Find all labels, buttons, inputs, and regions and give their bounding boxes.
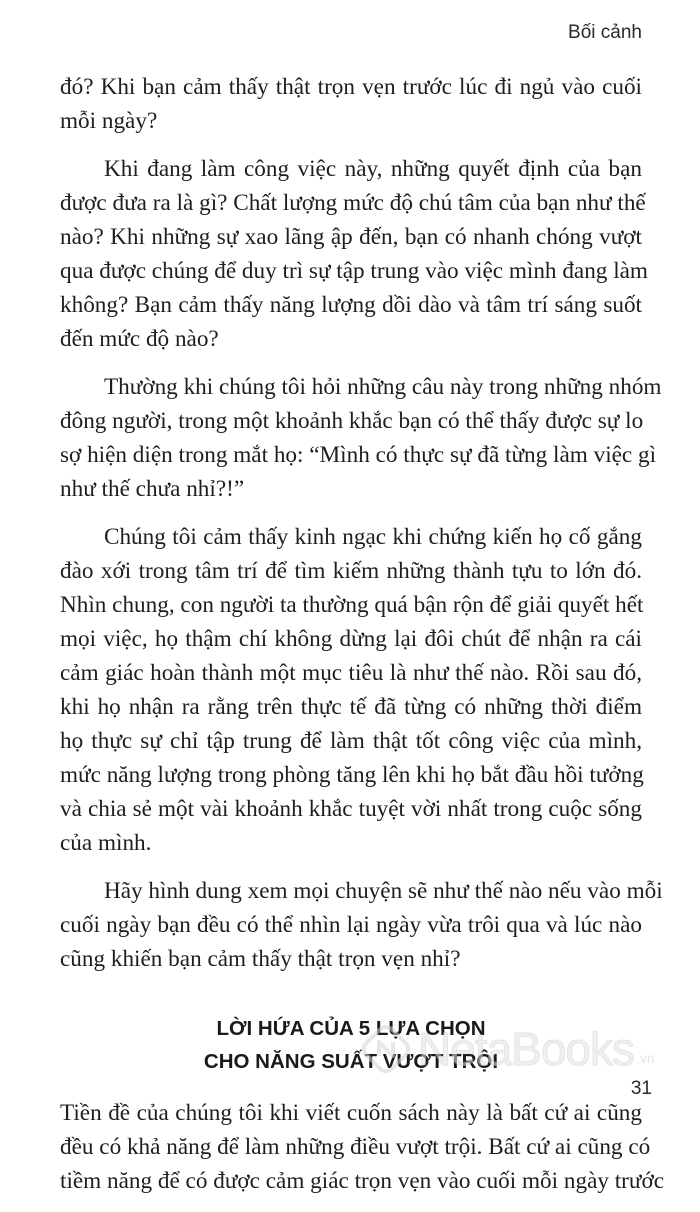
text-line: Thường khi chúng tôi hỏi những câu này trong những nhóm xyxy=(104,374,662,400)
page-number: 31 xyxy=(630,1078,652,1099)
text-line: nào? Khi những sự xao lãng ập đến, bạn có nhanh chóng vượt xyxy=(60,224,642,250)
text-line: Nhìn chung, con người ta thường quá bận rộn để giải quyết hết xyxy=(60,592,644,618)
text-line: Hãy hình dung xem mọi chuyện sẽ như thế nào nếu vào mỗi xyxy=(104,878,663,904)
text-line: mỗi ngày? xyxy=(60,108,158,134)
text-line: khi họ nhận ra rằng trên thực tế đã từng có những thời điểm xyxy=(60,694,642,720)
text-line: mọi việc, họ thậm chí không dừng lại đôi chút để nhận ra cái xyxy=(60,626,642,652)
paragraph-list xyxy=(60,70,663,976)
text-line: qua được chúng để duy trì sự tập trung vào việc mình đang làm xyxy=(60,258,648,284)
text-line: và chia sẻ một vài khoảnh khắc tuyệt vời nhất trong cuộc sống xyxy=(60,796,642,822)
paragraph xyxy=(60,1096,665,1198)
text-line: tiềm năng để có được cảm giác trọn vẹn vào cuối mỗi ngày trước xyxy=(60,1168,665,1194)
section-heading-line-1: LỜI HỨA CỦA 5 LỰA CHỌN xyxy=(216,1017,486,1040)
text-line: được đưa ra là gì? Chất lượng mức độ chú tâm của bạn như thế xyxy=(60,190,646,216)
netabooks-watermark xyxy=(362,1022,655,1076)
text-line: như thế chưa nhỉ?!” xyxy=(60,476,245,502)
netabooks-logo-icon xyxy=(362,1025,410,1073)
text-line: đông người, trong một khoảnh khắc bạn có thể thấy được sự lo xyxy=(60,408,644,434)
text-line: không? Bạn cảm thấy năng lượng dồi dào và tâm trí sáng suốt xyxy=(60,292,642,318)
text-line: mức năng lượng trong phòng tăng lên khi họ bắt đầu hồi tưởng xyxy=(60,762,644,788)
running-head: Bối cảnh xyxy=(568,22,642,43)
watermark-text: NetaBooks xyxy=(418,1023,635,1075)
text-line: Khi đang làm công việc này, những quyết định của bạn xyxy=(104,156,642,182)
text-line: sợ hiện diện trong mắt họ: “Mình có thực sự đã từng làm việc gì xyxy=(60,442,657,468)
text-line: đến mức độ nào? xyxy=(60,326,219,352)
text-line: của mình. xyxy=(60,830,152,856)
watermark-suffix: .vn xyxy=(636,1050,655,1066)
paragraph xyxy=(60,874,663,976)
text-line: đào xới trong tâm trí để tìm kiếm những thành tựu to lớn đó. xyxy=(60,558,642,584)
text-line: họ thực sự chỉ tập trung để làm thật tốt công việc của mình, xyxy=(60,728,642,754)
paragraph xyxy=(60,520,642,860)
paragraph xyxy=(60,152,648,356)
text-line: đều có khả năng để làm những điều vượt trội. Bất cứ ai cũng có xyxy=(60,1134,651,1160)
final-paragraph xyxy=(60,1096,665,1198)
section-heading-line-2: CHO NĂNG SUẤT VƯỢT TRỘI xyxy=(203,1050,499,1073)
paragraph xyxy=(60,70,642,138)
text-line: Tiền đề của chúng tôi khi viết cuốn sách này là bất cứ ai cũng xyxy=(60,1100,642,1126)
text-line: đó? Khi bạn cảm thấy thật trọn vẹn trước lúc đi ngủ vào cuối xyxy=(60,74,642,100)
text-line: Chúng tôi cảm thấy kinh ngạc khi chứng kiến họ cố gắng xyxy=(104,524,642,550)
paragraph xyxy=(60,370,662,506)
text-line: cuối ngày bạn đều có thể nhìn lại ngày vừa trôi qua và lúc nào xyxy=(60,912,642,938)
text-line: cũng khiến bạn cảm thấy thật trọn vẹn nhỉ? xyxy=(60,946,461,972)
text-line: cảm giác hoàn thành một mục tiêu là như thế nào. Rồi sau đó, xyxy=(60,660,642,686)
